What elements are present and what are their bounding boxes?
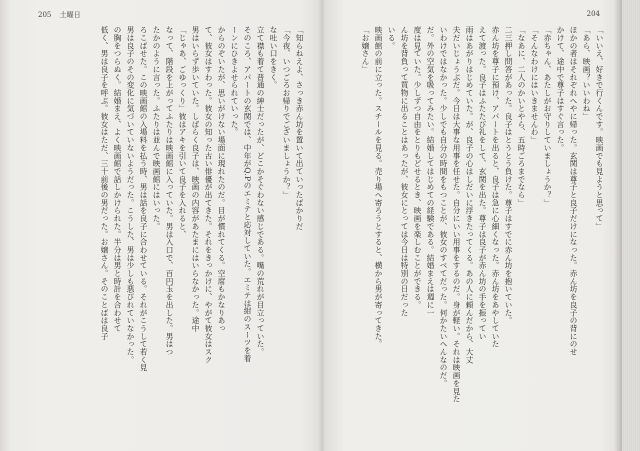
right-page-text [344, 26, 606, 436]
text-line: 低く、男は良子を呼ぶ。彼女はただ、三十前後の男だった。お嬢さん。そのことばは良子 [100, 26, 109, 340]
text-line: かけて、途中で尊子はすぐ言った。 [556, 26, 565, 152]
text-line: 立て襟も着て普通の紳士だったが、どこかそぐわない感じである。嘴の荒れが目立っていた。 [256, 26, 265, 356]
text-line: ーンにひきよせられていった。 [230, 26, 239, 136]
text-line: 男はいらず歩いていた。しばらく良子は、映画の内容があたまにはいらなかった。途中 [191, 26, 200, 333]
text-line: 「赤ちゃん、あたしがお守りしていましょうか？」 [543, 26, 552, 207]
text-line: 「あら、映画？いいわね」 [582, 26, 591, 121]
text-line: 夫だいじょうぶだ。今日は大事な用事を任せた。自分にいい用事をするのだ。身が軽い。それは映画を見た [452, 26, 461, 403]
text-line: て、彼女はすわった。彼女の知った古い俳優が出てきた。それをきっかけに、やがて彼女はスク [204, 26, 213, 364]
text-line: だ。外の空気を吸ってみたい。結婚してはじめての経験である。結婚まえは週に一 [426, 26, 435, 317]
text-line: の胸をつらぬく。結婚まえ、よく映画館で話しかけられた。半分は男と時計を合わせて [113, 26, 122, 333]
text-line: な吐い口をきく。 [269, 26, 278, 89]
right-page [322, 0, 622, 451]
text-line: 二三押し問答があった。良子はとうとう負けた。尊子はすでに赤ん坊を抱いていた。 [504, 26, 513, 325]
right-page-header [587, 10, 600, 18]
text-line: 映画館の前に立った。スチールを見る。売り場へ寄ろうとすると、横から男が寄ってきた。 [374, 26, 383, 348]
text-line: いわけではなかった。少しでも自分の時間をもつことが、彼女のすべてだった。何かたいへんなのだ。 [439, 26, 448, 388]
page-number-left: 205 [38, 11, 52, 19]
text-line: 「知らねえよ、さっき赤ん坊を置いて出ていったばかりだ [295, 26, 304, 231]
text-line: ほかの者はそれぞれへやに帰った。玄関は尊子と良子だけになった。赤ん坊を良子の背にのせ [569, 26, 578, 356]
text-line: なって、階段を上がってふたりは映画館に入っていた。男は入口で、百円玉を出した。男はつ [165, 26, 174, 356]
text-line: えて渡った。良子はふたたび礼をして、玄関を出た。尊子は良子が赤ん坊の手を振ってい [478, 26, 487, 340]
text-line: 赤ん坊を尊子に預け、アパートを出ると、良子は急に心細くなった。赤ん坊をあやしていた [491, 26, 500, 348]
text-line: ん坊を背負って買物に出ることはあったが、彼女にとっては今日は特別の日だった [400, 26, 409, 317]
text-line: 「なあに、二人のかいとやら、五時ごろまでなら」 [517, 26, 526, 207]
text-line: 男は良子のその変化に気づいていないようだった。こうした、男は少しも悪びれていなかった。 [126, 26, 135, 364]
running-head: 土曜日 [59, 11, 81, 19]
text-line: 「お嬢さん」 [361, 26, 370, 74]
text-line: ろこばせた。この映画館の入場料を払う時、男は話を良子に合わせている。それがこうして若く見 [139, 26, 148, 372]
text-line: 「そんなわけにはいきませんわ」 [530, 26, 539, 144]
text-line: 「じゃあ、ごゆっくり」彼はアキを引いて良子を入れると、 [178, 26, 187, 238]
text-line: いる。 [387, 26, 396, 50]
page-number-right: 204 [586, 10, 600, 18]
text-line: たかのように言った。ふたりは並んで映画館にはいった。 [152, 26, 161, 231]
text-line: そのころ、アパートの玄関では、中年がQ.Pのエミテと応対していた。エミテは紺のスーツを着 [243, 26, 252, 362]
text-line: 「今夜、いつごろお帰りでございましょうか？」 [282, 26, 291, 199]
text-line: からのぞいたが、思いがけない場面に現れたのだ。目が慣れてくる。空席もかなりあっ [217, 26, 226, 333]
left-page-header [38, 10, 81, 20]
text-line: 「いいえ、好きで行くんです。映画でも見ようと思って」 [595, 26, 604, 231]
text-line: 雨はあがりはじめていた。が、良子の心はしだいに浮きたってくる。あの人に頼んだから、大丈 [465, 26, 474, 364]
page-edges [622, 0, 640, 451]
left-page-text [36, 26, 306, 436]
text-line: 度は見ていた。少しずつ自由をとりもどせるとき、映画を楽しむことができる。 [413, 26, 422, 309]
